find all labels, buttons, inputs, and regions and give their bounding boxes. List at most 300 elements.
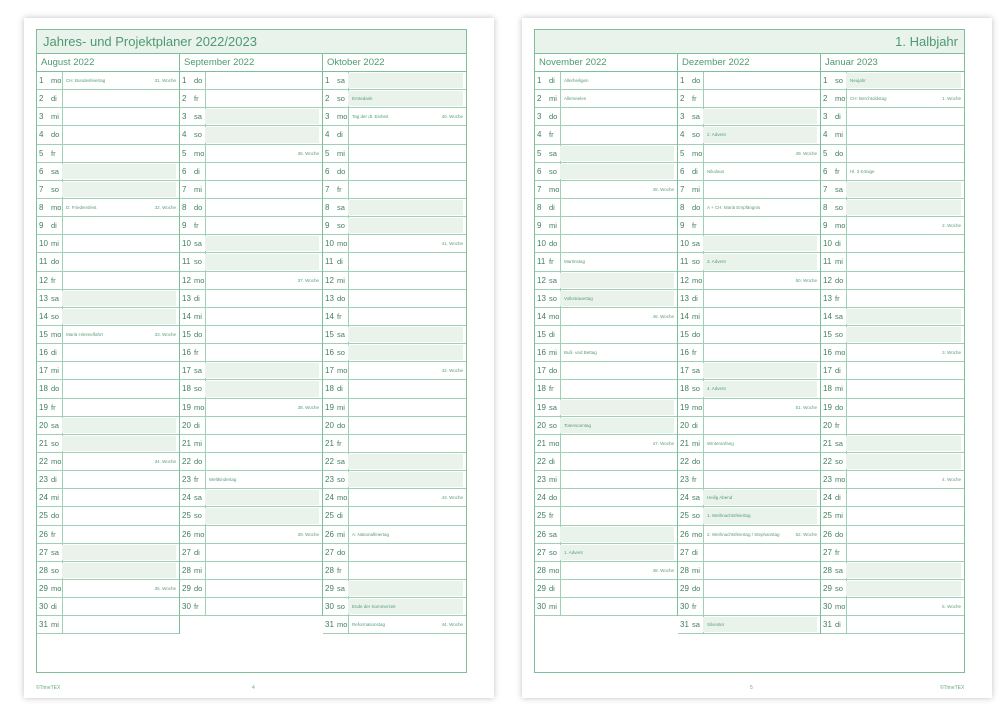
day-row[interactable] [323,126,466,144]
day-row[interactable] [535,507,677,525]
weekday: fr [691,471,704,488]
day-row[interactable] [323,217,466,235]
day-row[interactable] [180,145,322,163]
day-number: 10 [182,239,191,249]
day-row[interactable] [821,290,964,308]
day-row[interactable] [678,290,820,308]
day-row[interactable] [180,399,322,417]
day-row[interactable] [37,544,179,562]
day-number: 25 [823,511,832,521]
week-number: 36. Woche [297,150,319,156]
day-row[interactable] [678,344,820,362]
day-row[interactable] [180,453,322,471]
day-row[interactable] [323,580,466,598]
day-row[interactable] [821,362,964,380]
day-row[interactable] [535,399,677,417]
day-row[interactable] [323,344,466,362]
day-row[interactable] [323,417,466,435]
day-row[interactable] [821,616,964,634]
day-row[interactable] [678,562,820,580]
month-header: August 2022 [37,54,179,72]
weekend-shade [348,581,463,596]
day-row[interactable] [535,380,677,398]
weekday: mi [691,181,704,198]
day-row[interactable] [678,108,820,126]
day-number: 25 [325,511,334,521]
day-row[interactable] [37,326,179,344]
day-row[interactable] [323,598,466,616]
day-row[interactable] [37,217,179,235]
day-event: 2. Weihnachtsfeiertag / Stephanstag [707,531,780,537]
day-row[interactable] [37,181,179,199]
weekend-shade [62,291,176,306]
day-row[interactable] [180,253,322,271]
week-number: 37. Woche [297,277,319,283]
day-row[interactable] [323,235,466,253]
day-row[interactable] [323,199,466,217]
weekday: sa [193,108,206,125]
day-row[interactable] [678,399,820,417]
day-event: 4. Advent [707,386,726,392]
day-row[interactable] [535,181,677,199]
weekday: fr [193,598,206,615]
day-row[interactable] [821,72,964,90]
weekday: mi [336,526,349,543]
day-row[interactable] [323,272,466,290]
day-row[interactable] [535,598,677,616]
day-row[interactable] [180,308,322,326]
day-row[interactable] [37,108,179,126]
day-row[interactable] [821,126,964,144]
day-row[interactable] [37,362,179,380]
day-row[interactable] [821,272,964,290]
day-event: Ende der Sommerzeit [352,604,396,610]
weekday: di [834,235,847,252]
day-row[interactable] [821,163,964,181]
day-row[interactable] [535,580,677,598]
day-row[interactable] [678,471,820,489]
day-row[interactable] [180,435,322,453]
weekday: fr [50,145,63,162]
day-row[interactable] [821,453,964,471]
day-row[interactable] [37,380,179,398]
day-row[interactable] [821,181,964,199]
day-row[interactable] [821,90,964,108]
weekend-shade [348,218,463,233]
day-number: 4 [325,130,330,140]
day-row[interactable] [535,126,677,144]
day-number: 29 [823,584,832,593]
day-row[interactable] [180,217,322,235]
day-row[interactable] [821,489,964,507]
weekday: di [548,580,561,597]
day-row[interactable] [180,126,322,144]
day-row[interactable] [180,163,322,181]
day-row[interactable] [678,326,820,344]
day-row[interactable] [37,399,179,417]
day-row[interactable] [180,489,322,507]
day-row[interactable] [323,181,466,199]
day-row[interactable] [37,507,179,525]
day-row[interactable] [821,471,964,489]
day-row[interactable] [37,453,179,471]
page-title-right: 1. Halbjahr [535,30,964,54]
day-row[interactable] [535,108,677,126]
day-row[interactable] [535,526,677,544]
day-row[interactable] [821,598,964,616]
day-number: 5 [823,148,828,158]
day-row[interactable] [821,217,964,235]
weekday: fr [193,471,206,488]
day-row[interactable] [180,108,322,126]
day-row[interactable] [180,235,322,253]
weekend-shade [62,309,176,324]
day-number: 27 [325,547,334,557]
day-row[interactable] [323,362,466,380]
day-number: 11 [325,257,334,267]
day-row[interactable] [821,235,964,253]
weekday: so [336,344,349,361]
day-row[interactable] [180,507,322,525]
day-row[interactable] [535,145,677,163]
weekday: mo [336,235,349,252]
day-number: 30 [325,602,334,612]
day-row[interactable] [323,562,466,580]
day-row[interactable] [323,507,466,525]
day-number: 20 [39,420,48,430]
day-row[interactable] [535,417,677,435]
day-row[interactable] [678,72,820,90]
day-row[interactable] [678,380,820,398]
day-row[interactable] [821,544,964,562]
day-row[interactable] [323,471,466,489]
weekday: fr [691,598,704,615]
day-number: 15 [537,330,546,340]
weekend-shade [62,182,176,197]
day-row[interactable] [678,489,820,507]
day-number: 13 [325,293,334,303]
month-header: Oktober 2022 [323,54,466,72]
day-row[interactable] [678,235,820,253]
day-row[interactable] [180,526,322,544]
weekday: mo [50,453,63,470]
day-row[interactable] [535,435,677,453]
day-row[interactable] [180,326,322,344]
day-row[interactable] [37,72,179,90]
day-row[interactable] [678,199,820,217]
day-row[interactable] [535,290,677,308]
weekday: di [193,417,206,434]
day-row[interactable] [535,544,677,562]
day-row[interactable] [821,344,964,362]
day-number: 9 [537,221,542,231]
weekday: mi [50,616,63,633]
day-number: 26 [680,529,689,539]
weekend-shade [846,200,961,215]
day-row[interactable] [323,326,466,344]
day-row[interactable] [535,308,677,326]
weekday: mi [193,181,206,198]
day-number: 14 [823,311,832,321]
weekday: so [834,580,847,597]
day-row[interactable] [821,380,964,398]
day-row[interactable] [323,380,466,398]
day-row[interactable] [323,72,466,90]
day-row[interactable] [678,145,820,163]
day-row[interactable] [180,90,322,108]
day-row[interactable] [180,181,322,199]
day-row[interactable] [323,290,466,308]
weekend-shade [846,581,961,596]
day-number: 1 [823,76,828,86]
day-number: 22 [182,457,191,467]
weekday: so [193,507,206,524]
week-number: 44. Woche [441,622,463,628]
day-event: Heilig Abend [707,495,733,501]
weekday: sa [336,580,349,597]
day-row[interactable] [37,199,179,217]
day-row[interactable] [821,199,964,217]
day-row[interactable] [678,526,820,544]
day-row[interactable] [535,471,677,489]
day-row[interactable] [323,435,466,453]
day-row[interactable] [535,90,677,108]
day-number: 6 [823,166,828,176]
day-event: Weltkindertag [209,477,237,483]
weekday: do [548,108,561,125]
day-row[interactable] [821,145,964,163]
day-row[interactable] [180,290,322,308]
day-row[interactable] [678,544,820,562]
day-row[interactable] [678,580,820,598]
day-row[interactable] [323,90,466,108]
weekend-shade [846,182,961,197]
day-row[interactable] [678,126,820,144]
day-row[interactable] [821,108,964,126]
day-row[interactable] [323,108,466,126]
day-row[interactable] [180,544,322,562]
day-row[interactable] [535,199,677,217]
weekday: mi [336,145,349,162]
weekday: mi [50,108,63,125]
weekend-shade [560,146,674,161]
planner-frame-left [36,29,467,673]
page-number-left: 4 [252,685,255,691]
weekday: do [834,272,847,289]
weekday: mi [336,399,349,416]
day-row[interactable] [535,489,677,507]
day-row[interactable] [535,217,677,235]
day-row[interactable] [37,598,179,616]
day-event: 3. Advent [707,259,726,265]
day-row[interactable] [678,417,820,435]
weekend-shade [205,236,319,251]
day-row[interactable] [821,399,964,417]
day-row[interactable] [37,344,179,362]
day-row[interactable] [535,344,677,362]
day-row[interactable] [37,435,179,453]
weekday: mo [691,272,704,289]
day-row[interactable] [535,453,677,471]
planner-page-right [522,18,992,698]
weekday: mi [193,562,206,579]
day-row[interactable] [678,272,820,290]
weekday: sa [50,544,63,561]
day-number: 2 [182,94,187,104]
weekday: fr [336,562,349,579]
weekday: fr [548,126,561,143]
day-row[interactable] [180,344,322,362]
day-row[interactable] [37,253,179,271]
day-row[interactable] [678,163,820,181]
weekday: so [548,163,561,180]
day-row[interactable] [323,526,466,544]
weekday: di [193,544,206,561]
day-row[interactable] [678,90,820,108]
day-row[interactable] [678,616,820,634]
day-row[interactable] [180,562,322,580]
weekend-shade [205,254,319,269]
day-number: 9 [823,221,828,231]
day-row[interactable] [37,90,179,108]
day-row[interactable] [323,163,466,181]
day-row[interactable] [180,72,322,90]
day-row[interactable] [535,72,677,90]
day-row[interactable] [37,489,179,507]
weekend-shade [348,454,463,469]
day-number: 13 [182,293,191,303]
day-number: 25 [182,511,191,521]
day-row[interactable] [821,253,964,271]
weekday: mo [50,326,63,343]
day-number: 22 [325,457,334,467]
weekday: fr [691,90,704,107]
day-row[interactable] [37,272,179,290]
day-row[interactable] [37,471,179,489]
day-row[interactable] [323,616,466,634]
day-row[interactable] [535,253,677,271]
day-row[interactable] [535,235,677,253]
day-row[interactable] [37,126,179,144]
weekday: di [336,253,349,270]
day-number: 12 [680,275,689,285]
day-row[interactable] [37,562,179,580]
day-row[interactable] [535,163,677,181]
day-row[interactable] [323,453,466,471]
day-row[interactable] [821,507,964,525]
weekend-shade [348,472,463,487]
day-row[interactable] [323,544,466,562]
day-number: 18 [39,384,48,394]
day-number: 1 [39,76,44,86]
day-number: 7 [39,184,44,194]
day-number: 8 [823,203,828,213]
day-number: 11 [680,257,689,267]
day-row[interactable] [37,235,179,253]
day-row[interactable] [821,326,964,344]
day-row[interactable] [535,326,677,344]
day-number: 3 [680,112,685,122]
day-number: 6 [680,166,685,176]
day-row[interactable] [180,598,322,616]
day-row[interactable] [678,362,820,380]
day-row[interactable] [678,217,820,235]
day-row[interactable] [180,199,322,217]
day-row[interactable] [678,181,820,199]
day-row[interactable] [821,308,964,326]
day-row[interactable] [37,616,179,634]
day-row[interactable] [180,580,322,598]
day-row[interactable] [323,489,466,507]
weekday: do [834,526,847,543]
day-number: 18 [823,384,832,394]
weekday: mi [548,90,561,107]
week-number: 38. Woche [297,404,319,410]
day-row[interactable] [678,435,820,453]
day-row[interactable] [180,417,322,435]
weekday: do [548,235,561,252]
day-row[interactable] [37,290,179,308]
day-row[interactable] [821,526,964,544]
day-number: 26 [39,529,48,539]
day-row[interactable] [323,308,466,326]
day-number: 2 [537,94,542,104]
day-row[interactable] [180,380,322,398]
day-row[interactable] [180,471,322,489]
day-event: Winteranfang [707,440,734,446]
day-number: 7 [680,184,685,194]
weekday: mo [336,489,349,506]
day-number: 19 [823,402,832,412]
day-event: Totensonntag [564,422,592,428]
day-row[interactable] [821,417,964,435]
day-row[interactable] [678,253,820,271]
day-row[interactable] [37,163,179,181]
day-row[interactable] [535,362,677,380]
weekday: di [50,598,63,615]
day-row[interactable] [37,308,179,326]
day-row[interactable] [821,435,964,453]
day-row[interactable] [535,562,677,580]
day-number: 29 [39,584,48,593]
day-row[interactable] [323,253,466,271]
day-number: 29 [680,584,689,593]
day-row[interactable] [535,272,677,290]
day-number: 3 [39,112,44,122]
day-row[interactable] [37,526,179,544]
day-row[interactable] [180,362,322,380]
day-row[interactable] [678,507,820,525]
day-row[interactable] [821,562,964,580]
day-row[interactable] [821,580,964,598]
day-row[interactable] [678,308,820,326]
weekday: do [193,72,206,89]
day-row[interactable] [180,272,322,290]
day-row[interactable] [37,145,179,163]
weekend-shade [846,454,961,469]
day-row[interactable] [37,417,179,435]
weekday: so [691,380,704,397]
day-row[interactable] [323,145,466,163]
day-row[interactable] [37,580,179,598]
day-row[interactable] [323,399,466,417]
day-row[interactable] [678,453,820,471]
day-number: 10 [325,239,334,249]
day-row[interactable] [678,598,820,616]
weekday: di [336,126,349,143]
weekday: fr [834,417,847,434]
day-number: 16 [325,348,334,358]
